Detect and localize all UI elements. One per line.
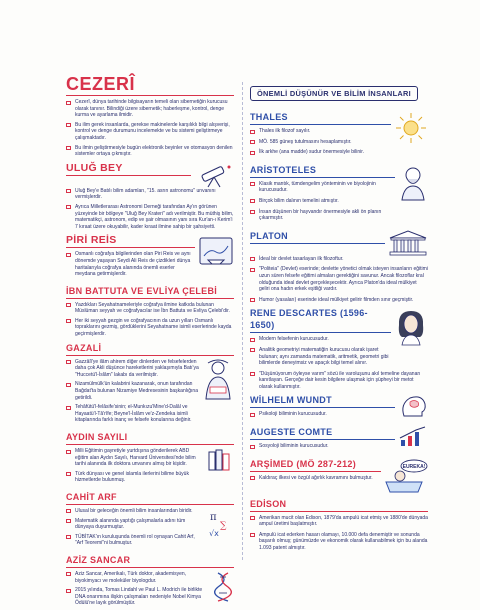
wundt-section: WİLHELM WUNDT Psikoloji biliminin kurucusudur. bbox=[250, 394, 428, 422]
cahit-arf-title: CAHİT ARF bbox=[66, 491, 117, 502]
aziz-sancar-title: AZİZ SANCAR bbox=[66, 554, 131, 565]
descartes-section: RENE DESCARTES (1596-1650) Modern felsefenin kurucusudur. Analitik geometriyi matematiğin kurucusu olarak işaret bulunan; aynı zamanda matematik, aritmetik, geometri gibi bilimlerde deneyimsiz ve apaçık bilgi temel alınır. "Düşünüyorum öyleyse varım" sözü ile varoluşunu akıl temeline dayanan kanıtlayan. Gerçeğe dair kesin bilgilere ulaşmak için şüpheyi bir metot olarak kullanmıştır. bbox=[250, 307, 428, 390]
cahit-arf-section: CAHİT ARF Ulusal bir geleceğin önemli bilim insanlarından biridir. Matematik alanında yaptığı çalışmalarla adını tüm dünyaya duyurmuştur. TÜBİTAK'ın kuruluşunda önemli rol oynayan Cahit Arf, "Arf Teoremi"ni bulmuştur. π ∑ √x bbox=[66, 491, 234, 550]
edison-title: EDİSON bbox=[250, 498, 287, 509]
ibn-battuta-section: İBN BATTUTA VE EVLİYA ÇELEBİ Yazdıkları Seyahatnameleriyle coğrafya ilmine katkıda bulunan Müslüman seyyah ve coğrafyacılar ise İbn Battuta ve Evliya Çelebi'dir. Her iki seyyah gezgin ve coğrafyacının da uzun yılları Osmanlı topraklarını gezmiş, gördüklerini Seyahatname isimli eserlerinde kayda geçirmişlerdir. bbox=[66, 285, 234, 338]
cezeri-item: Cezerî, dünya tarihinde bilgisayarın temeli olan sibernetiğin kurucusu olarak tanınır. Bilindiği üzere sibernetik; haberleşme, kontrol, denge kurma ve ayarlama ilmidir. bbox=[66, 99, 234, 119]
temple-icon bbox=[388, 230, 428, 256]
descartes-portrait-icon bbox=[394, 307, 428, 347]
thales-section: THALES Thales ilk filozof sayılır. MÖ. 585 güneş tutulmasını hesaplamıştır. İlk arkhe (ana madde) sudur önermesiyle bilinir. bbox=[250, 111, 428, 160]
brain-head-icon bbox=[398, 394, 428, 418]
wundt-title: WİLHELM WUNDT bbox=[250, 395, 332, 406]
books-icon bbox=[206, 448, 234, 472]
gazali-title: GAZALİ bbox=[66, 342, 102, 353]
cezeri-item: Bu ilmin geliştirmesiyle bugün elektronik beyinler ve otomasyon denilen sistemler ortaya çıkmıştır. bbox=[66, 145, 234, 158]
philosopher-bust-icon bbox=[398, 164, 428, 202]
sun-icon bbox=[394, 111, 428, 145]
arsimed-title: ARŞİMED (MÖ 287-212) bbox=[250, 458, 357, 469]
dna-icon bbox=[212, 571, 234, 603]
ibn-battuta-title: İBN BATTUTA VE EVLİYA ÇELEBİ bbox=[66, 285, 218, 296]
scholar-icon bbox=[202, 359, 234, 403]
cezeri-underline bbox=[66, 95, 234, 96]
growth-chart-icon bbox=[398, 426, 428, 448]
svg-text:√x: √x bbox=[209, 528, 219, 538]
cezeri-title: CEZERÎ bbox=[66, 74, 136, 94]
aristoteles-title: ARİSTOTELES bbox=[250, 164, 317, 175]
aydin-sayili-title: AYDIN SAYILI bbox=[66, 432, 128, 442]
platon-section: PLATON İdeal bir devlet tasarlayan ilk filozoftur. "Politeia" (Devlet) eserinde; devlette yönetici olmak isteyen insanların eğitimi uzun süren felsefe eğitimi almaları gerektiğini savunur. Ancak filozoflar kral olduğunda ideal devlet gerçekleşecektir. Ayrıca Platon'da ideal mülkiyet geliri ona hadın erkek eşitliği vardır. Humor (yasaları) eserinde ideal mülkiyet gelirir filmden sınır geçmiştir. bbox=[250, 230, 428, 303]
aydin-sayili-section: AYDIN SAYILI Milli Eğitimin gayretiyle yurtdışına gönderilerek ABD eğitim alan Aydın Sayılı, Harvard Üniversitesi'nde bilim tarihi alanında ilk doktora unvanını almış bir kişidir. Türk dünyası ve genel islamla ilerlerini bilime büyük hizmetlerde bulunmuş. bbox=[66, 431, 234, 487]
column-divider bbox=[242, 82, 243, 560]
telescope-icon bbox=[194, 162, 234, 188]
thales-title: THALES bbox=[250, 112, 288, 122]
cezeri-item: Bu ilim gerek insanlarda, gerekse makinelerde karşılıklı bilgi alışverişi, kontrol ve denge durumunu incelemekte ve bu sistemi geliştirmeye çalışmaktadır. bbox=[66, 122, 234, 142]
edison-section: EDİSON Amerikan mucit olan Edison, 1879'da ampulü icat etmiş ve 1880'de dünyada ampul üretimi başlatmıştır. Ampulü icat ederken hasarı olamayı, 10.000 defa denemiştir ve sonunda başarılı olmuş; günümüzde ve ekonomik olarak kullanabilmek için bu alanda 1.093 patent almıştır. bbox=[250, 498, 428, 552]
left-column bbox=[66, 74, 234, 610]
cezeri-list bbox=[66, 99, 234, 158]
comte-title: AUGESTE COMTE bbox=[250, 427, 333, 438]
comte-section: AUGESTE COMTE Sosyoloji biliminin kurucusudur. bbox=[250, 426, 428, 454]
section-banner: ÖNEMLİ DÜŞÜNÜR VE BİLİM İNSANLARI bbox=[250, 86, 418, 101]
arsimed-section: ARŞİMED (MÖ 287-212) Kaldıraç ilkesi ve özgül ağırlık kavramını bulmuştur. EUREKA! bbox=[250, 458, 428, 494]
descartes-title: RENE DESCARTES (1596-1650) bbox=[250, 308, 368, 331]
right-column bbox=[250, 74, 428, 556]
math-symbols-icon bbox=[206, 508, 234, 540]
archimedes-bath-icon bbox=[384, 458, 428, 494]
svg-text:π: π bbox=[210, 511, 217, 523]
ulug-bey-title: ULUĞ BEY bbox=[66, 161, 123, 174]
aristoteles-section: ARİSTOTELES Klasik mantık, tümdengelim yönteminin ve biyolojinin kurucusudur. Birçok bilim dalının temelini atmıştır. İnsan düşünen bir hayvandır önermesiyle akli ön planın çıkarmıştır. bbox=[250, 164, 428, 226]
eureka-bubble-text: EUREKA! bbox=[402, 463, 426, 470]
ulug-bey-section: ULUĞ BEY Uluğ Bey'e Batılı bilim adamları, "15. asrın astronomu" unvanını vermişlerdir. Ayrıca Milletlerarası Astronomi Derneği tarafından Ay'ın görünen yüzeyinde bir bölgeye "Uluğ Bey Krateri" adı verilmiştir. Bu müthiş bilim, matematikçi, astronom, edip ve şair olmasının yanı sıra Kur'an-ı Kerim'i 7 kıraat üzere okuyabilir, kader kıraat ilmine sahip bir şahsiyetti. bbox=[66, 161, 234, 230]
gazali-section: GAZALİ Gazzâlî'ye ilâm ahirem diğer dinlerden ve felsefelerden daha çok Akli düşünce hareketlerini yaklaşımıyla Batı'ya "Huccetü'l-İslâm" lakabı da verilmiştir. Nizamülmülk'ün kalabrini kazanarak, onun tarafından Bağdat'ta bulunan Nizamiye Medresesinin başkanlığına getirildi. Tehâfütü'l-felâsife'sinin; el-Munkızu'Mine'd-Dalâl ve Hayaatü'l-Tâ'rîfe; Beyne'l-İslâm ve'z-Zendeka isimli kitaplarında farklı inanç ve felsefe konularına değinir. bbox=[66, 342, 234, 427]
platon-title: PLATON bbox=[250, 230, 288, 241]
piri-reis-section: PİRİ REİS Osmanlı coğrafya bilgilerinden olan Piri Reis ve aynı dönemde yaşayan Seydi Ali Reis de çizdikleri dünya haritalarıyla coğrafya alanında önemli eserler meydana getirmişlerdir. bbox=[66, 234, 234, 280]
piri-reis-title: PİRİ REİS bbox=[66, 234, 117, 247]
aziz-sancar-section: AZİZ SANCAR Aziz Sancar, Amerikalı, Türk doktor, akademisyen, biyokimyacı ve moleküler biyologdur. 2015 yılında, Tomas Lindahl ve Paul L. Modrich ile birlikte DNA onarımına ilişkin çalışmaları nedeniyle Nobel Kimya Ödülü'ne layık görülmüştür. bbox=[66, 554, 234, 610]
svg-text:∑: ∑ bbox=[220, 520, 227, 531]
ship-map-icon bbox=[198, 234, 234, 268]
